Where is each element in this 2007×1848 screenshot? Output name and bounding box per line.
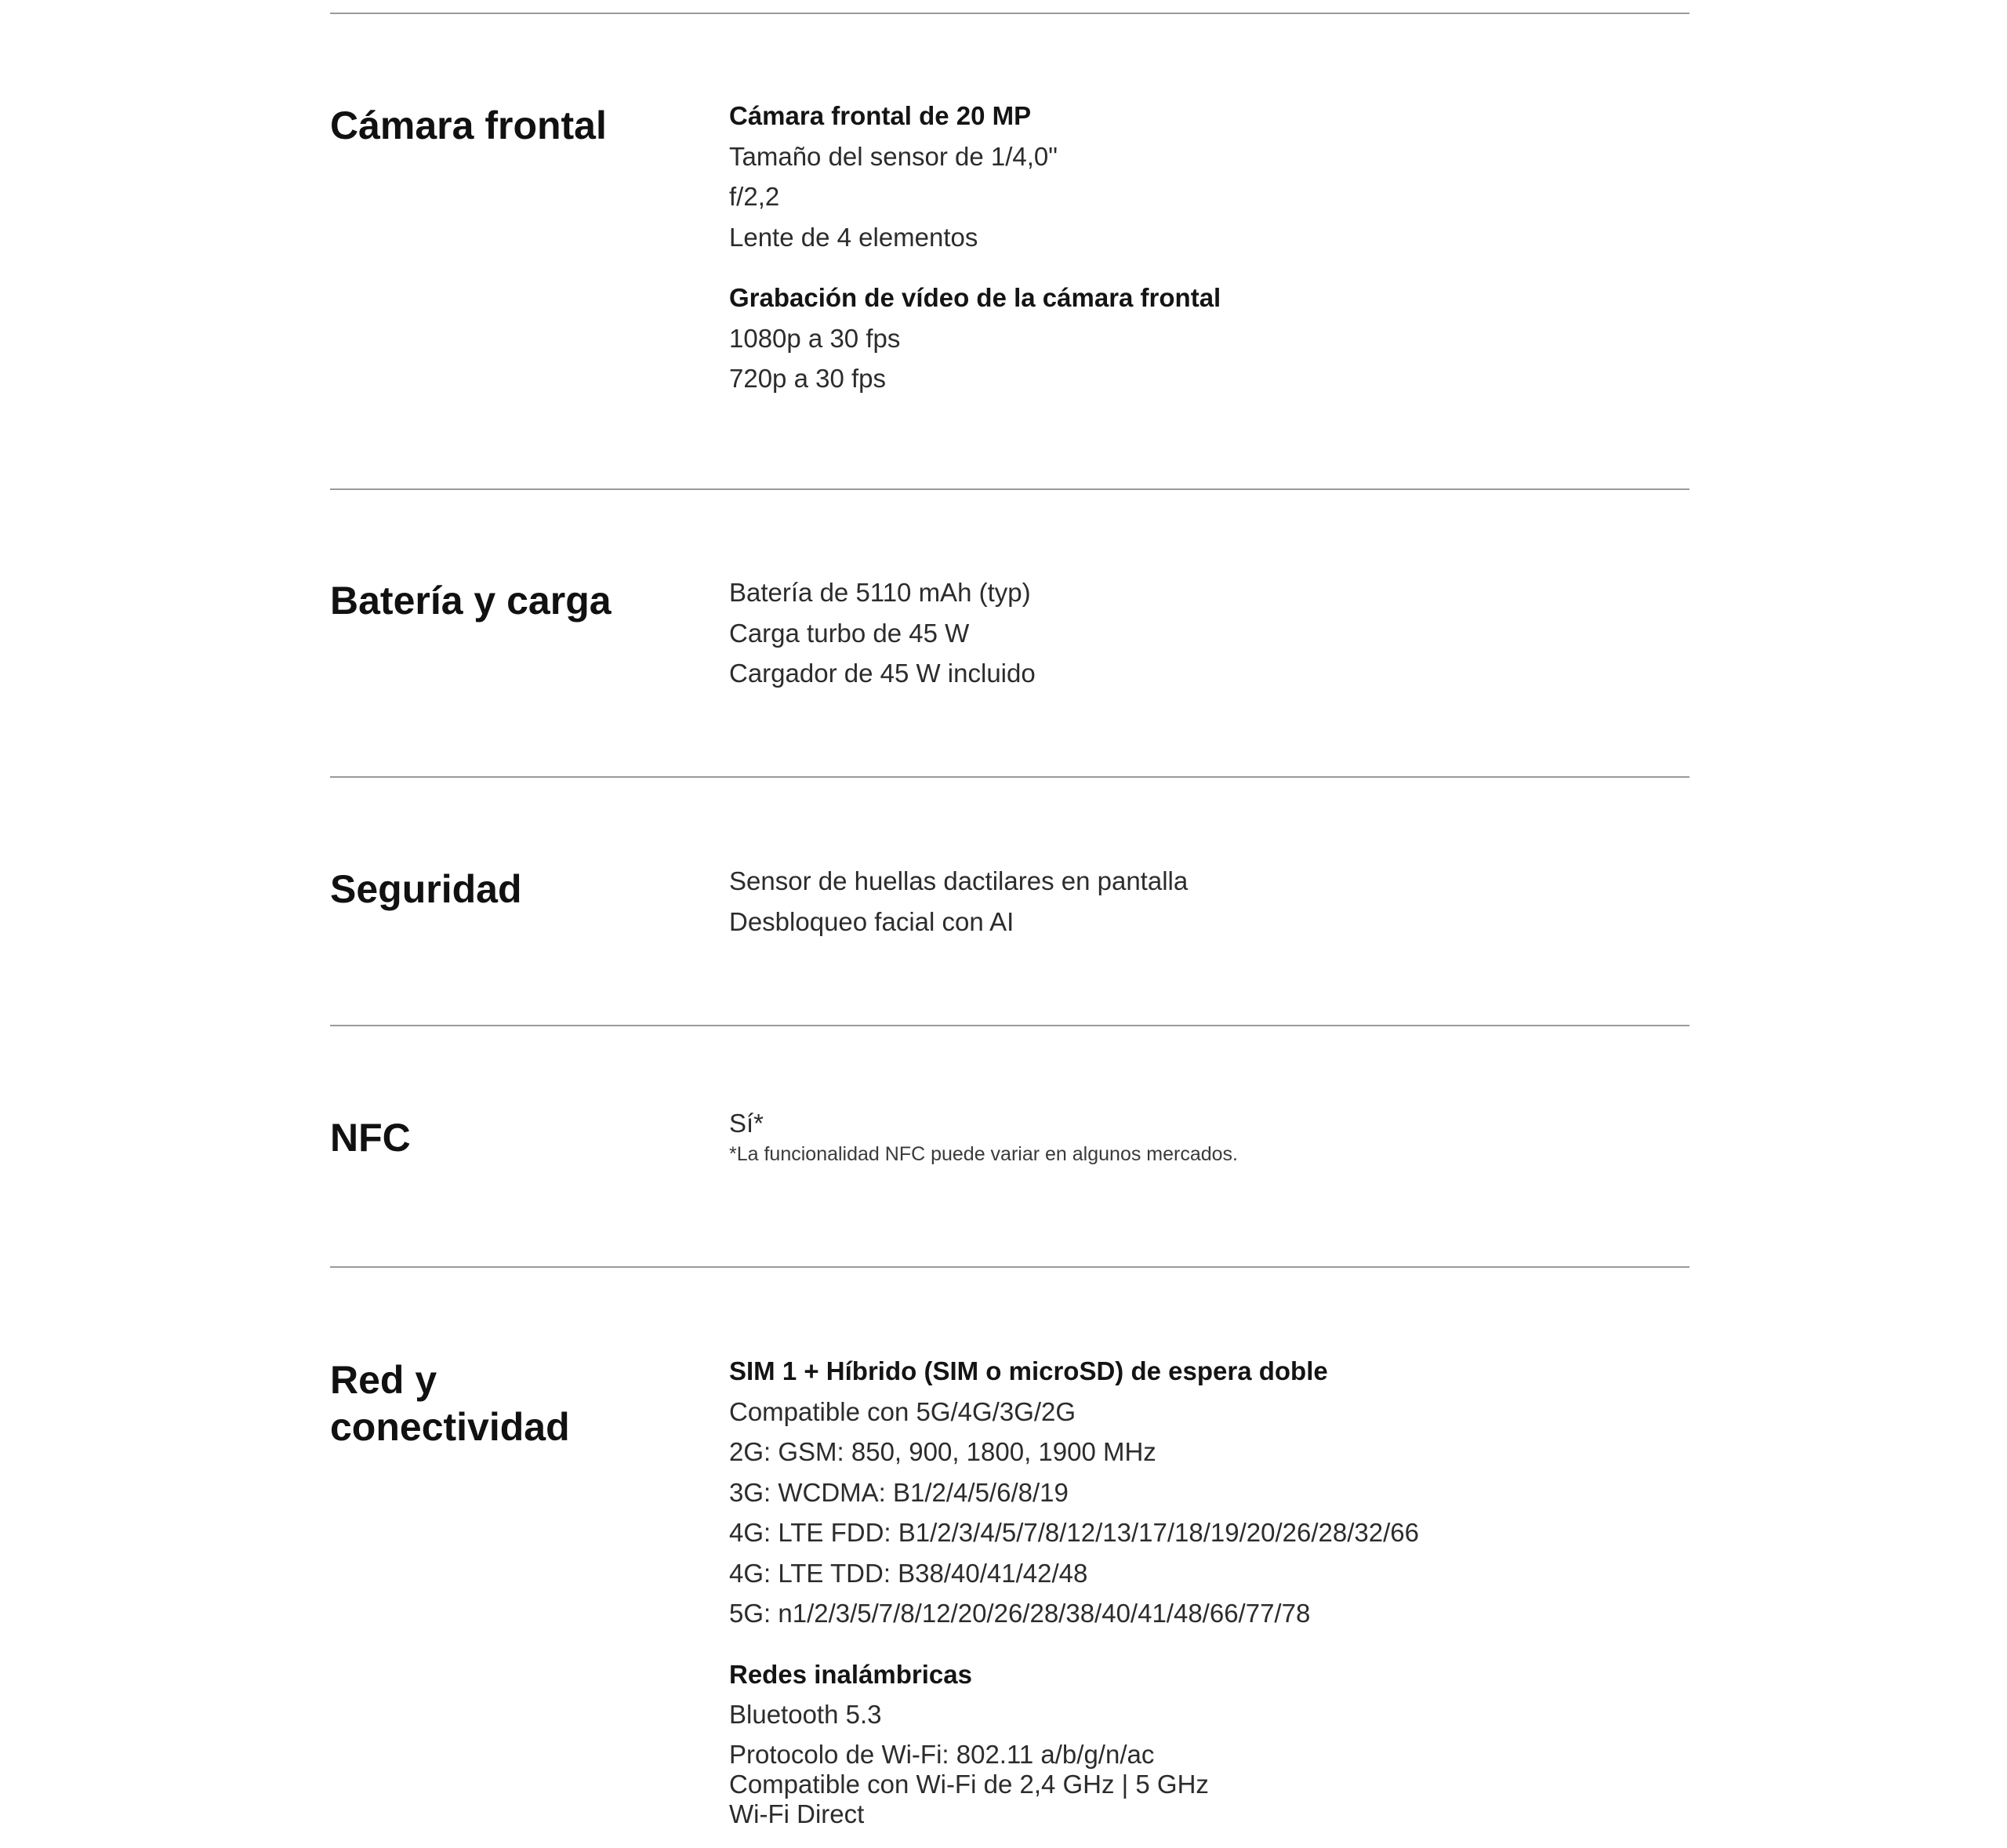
spec-line: Compatible con Wi-Fi de 2,4 GHz | 5 GHz	[729, 1769, 1209, 1799]
spec-line: Tamaño del sensor de 1/4,0"	[729, 141, 1058, 171]
spec-line: Batería de 5110 mAh (typ)	[729, 578, 1031, 607]
section-title-nfc: NFC	[330, 1116, 411, 1160]
spec-line: 3G: WCDMA: B1/2/4/5/6/8/19	[729, 1477, 1069, 1507]
spec-line: Wi-Fi Direct	[729, 1799, 865, 1828]
spec-line: Protocolo de Wi-Fi: 802.11 a/b/g/n/ac	[729, 1739, 1155, 1769]
section-divider	[330, 488, 1689, 490]
section-title-network	[330, 1356, 570, 1450]
spec-line: 4G: LTE TDD: B38/40/41/42/48	[729, 1558, 1088, 1588]
spec-subheading: Redes inalámbricas	[729, 1659, 972, 1689]
battery-details	[729, 572, 1670, 694]
spec-line: Bluetooth 5.3	[729, 1700, 882, 1729]
spec-line: 1080p a 30 fps	[729, 323, 901, 353]
spec-line: 720p a 30 fps	[729, 364, 886, 393]
spec-subheading: SIM 1 + Híbrido (SIM o microSD) de espera doble	[729, 1356, 1328, 1385]
security-details	[729, 861, 1670, 942]
section-title-line: Red y	[330, 1358, 437, 1402]
spec-line: Compatible con 5G/4G/3G/2G	[729, 1396, 1076, 1426]
spec-line: f/2,2	[729, 182, 780, 211]
section-divider	[330, 1025, 1689, 1026]
spec-line: Cargador de 45 W incluido	[729, 659, 1036, 688]
spec-subheading: Cámara frontal de 20 MP	[729, 101, 1032, 130]
spec-line: Sensor de huellas dactilares en pantalla	[729, 866, 1189, 895]
section-divider	[330, 13, 1689, 14]
footnote: *La funcionalidad NFC puede variar en algunos mercados.	[729, 1143, 1238, 1165]
spec-line: Carga turbo de 45 W	[729, 618, 970, 648]
spec-line: Desbloqueo facial con AI	[729, 906, 1014, 936]
front-camera-details	[729, 96, 1670, 399]
spec-line: 4G: LTE FDD: B1/2/3/4/5/7/8/12/13/17/18/19/20/26/28/32/66	[729, 1518, 1419, 1547]
section-title-security: Seguridad	[330, 867, 522, 911]
section-divider	[330, 1266, 1689, 1268]
spec-line: Lente de 4 elementos	[729, 222, 978, 252]
section-title-line: conectividad	[330, 1405, 570, 1449]
section-title-battery: Batería y carga	[330, 579, 612, 623]
spec-subheading: Grabación de vídeo de la cámara frontal	[729, 283, 1221, 312]
spec-line: 2G: GSM: 850, 900, 1800, 1900 MHz	[729, 1437, 1156, 1466]
spec-line: Sí*	[729, 1109, 764, 1138]
spec-line: 5G: n1/2/3/5/7/8/12/20/26/28/38/40/41/48/66/77/78	[729, 1599, 1311, 1628]
section-title-front-camera: Cámara frontal	[330, 103, 607, 147]
network-details	[729, 1351, 1670, 1829]
nfc-details	[729, 1109, 1670, 1170]
section-divider	[330, 776, 1689, 778]
